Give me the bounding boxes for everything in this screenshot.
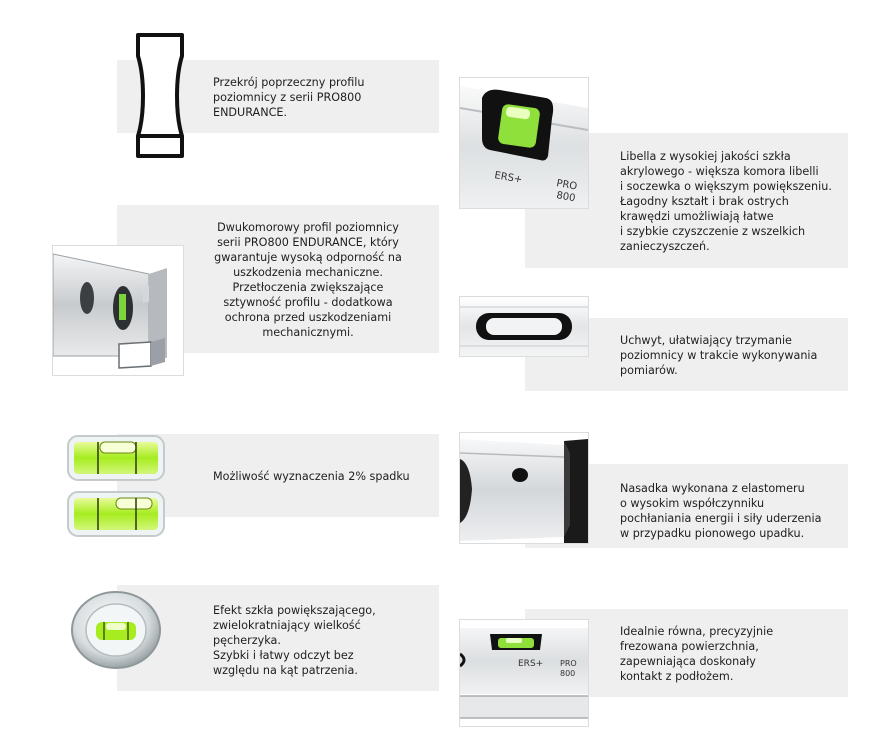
- feature-text-acrylic-vial: Libella z wysokiej jakości szkła akrylowego - większa komora libelli i soczewka o większym powiększeniu. Łagodny kształt i brak ostrych krawędzi umożliwiają łatwe i szybkie czyszczenie z wszelkich zanieczyszczeń.: [620, 150, 832, 253]
- cross-section-icon: [133, 32, 187, 160]
- feature-text-elastomer-cap: Nasadka wykonana z elastomeru o wysokim współczynniku pochłaniania energii i siły uderzenia w przypadku pionowego upadku.: [620, 482, 822, 540]
- feature-text-milled-surface: Idealnie równa, precyzyjnie frezowana powierzchnia, zapewniająca doskonały kontakt z podłożem.: [620, 625, 774, 683]
- feature-text-slope-vials: Możliwość wyznaczenia 2% spadku: [213, 470, 410, 483]
- acrylic-vial-photo: [459, 77, 589, 209]
- feature-text-magnifying-glass: Efekt szkła powiększającego, zwielokratniający wielkość pęcherzyka. Szybki i łatwy odczyt bez względu na kąt patrzenia.: [213, 604, 376, 677]
- milled-surface-photo: [459, 619, 589, 727]
- model-label: PRO: [555, 178, 578, 193]
- model-number-label-small: 800: [560, 669, 576, 678]
- model-label-small: PRO: [560, 659, 577, 668]
- brand-label: ERS+: [493, 170, 523, 186]
- feature-text-handle: Uchwyt, ułatwiający trzymanie poziomnicy w trakcie wykonywania pomiarów.: [620, 334, 818, 377]
- brand-label-small: ERS+: [518, 659, 544, 669]
- slope-vials-photo: [66, 432, 168, 544]
- magnifying-vial-photo: [70, 590, 162, 670]
- feature-text-cross-section: Przekrój poprzeczny profilu poziomnicy z serii PRO800 ENDURANCE.: [213, 76, 365, 119]
- feature-text-double-chamber-profile: Dwukomorowy profil poziomnicy serii PRO800 ENDURANCE, który gwarantuje wysoką odporność na uszkodzenia mechaniczne. Przetłoczenia zwiększające sztywność profilu - dodatkowa ochrona przed uszkodzeniami mechanicznymi.: [214, 221, 402, 339]
- elastomer-cap-photo: [459, 432, 589, 544]
- model-number-label: 800: [555, 190, 577, 205]
- profile-photo: [52, 245, 184, 376]
- handle-photo: [459, 296, 589, 357]
